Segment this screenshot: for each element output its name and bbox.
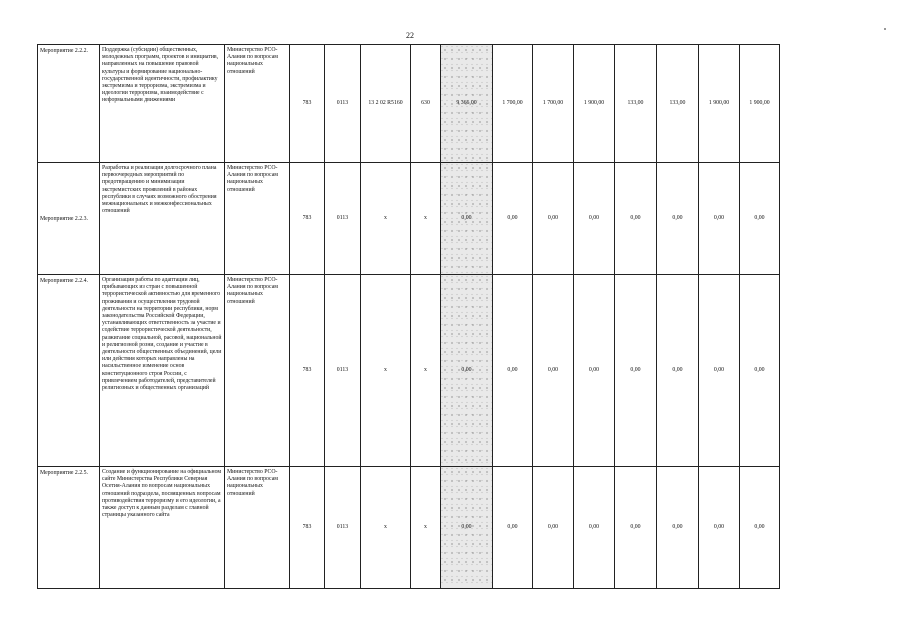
measure-description: Поддержка (субсидии) общественных, молодежных программ, проектов и инициатив, направленных на повышение правовой культуры и формирование национально-государственной идентичности, профилактику экстремизма и терроризма, экстремизма и идеологии терроризма, взаимодействие с неформальными движениями xyxy=(100,45,225,163)
year-value-cell: 0,00 xyxy=(699,275,740,467)
year-value-cell: 1 900,00 xyxy=(740,45,780,163)
measure-id: Мероприятие 2.2.2. xyxy=(38,45,100,163)
year-value-cell: 133,00 xyxy=(657,45,699,163)
year-value-cell: 0,00 xyxy=(657,467,699,589)
year-value-cell: 1 700,00 xyxy=(533,45,574,163)
responsible-organization: Министерство РСО-Алания по вопросам национальных отношений xyxy=(225,275,290,467)
grbs-cell: 783 xyxy=(290,45,325,163)
year-value-cell: 0,00 xyxy=(699,467,740,589)
grbs-cell: 783 xyxy=(290,275,325,467)
table-row xyxy=(38,275,780,467)
year-value-cell: 0,00 xyxy=(740,163,780,275)
grbs-cell: 783 xyxy=(290,163,325,275)
rzpr-cell: 0113 xyxy=(325,275,361,467)
rzpr-cell: 0113 xyxy=(325,163,361,275)
year-value-cell: 0,00 xyxy=(657,275,699,467)
year-value-cell: 0,00 xyxy=(615,163,657,275)
measure-description: Создание и функционирование на официальном сайте Министерства Республики Северная Осетия-Алания по вопросам национальных отношений подраздела, посвященных вопросам противодействия терроризму и его идеологии, а также доступ к данным разделам с главной страницы указанного сайта xyxy=(100,467,225,589)
year-value-cell: 0,00 xyxy=(740,467,780,589)
vr-cell: x xyxy=(411,467,441,589)
year-value-cell: 0,00 xyxy=(574,163,615,275)
measure-description: Разработка и реализация долгосрочного плана первоочередных мероприятий по предотвращению и минимизации экстремистских проявлений в районах республики в случаях возможного обострения межнациональных и межконфессиональных отношений xyxy=(100,163,225,275)
year-value-cell: 0,00 xyxy=(657,163,699,275)
table-row xyxy=(38,163,780,275)
year-value-cell: 0,00 xyxy=(533,275,574,467)
vr-cell: x xyxy=(411,275,441,467)
table-row xyxy=(38,467,780,589)
year-value-cell: 0,00 xyxy=(493,163,533,275)
year-value-cell: 0,00 xyxy=(615,467,657,589)
total-value-cell: 0,00 xyxy=(441,275,493,467)
year-value-cell: 0,00 xyxy=(615,275,657,467)
budget-table xyxy=(37,44,780,589)
measure-id: Мероприятие 2.2.5. xyxy=(38,467,100,589)
year-value-cell: 0,00 xyxy=(493,275,533,467)
year-value-cell: 0,00 xyxy=(574,467,615,589)
csr-cell: x xyxy=(361,163,411,275)
page-number: 22 xyxy=(406,31,414,40)
year-value-cell: 0,00 xyxy=(740,275,780,467)
csr-cell: 13 2 02 R5160 xyxy=(361,45,411,163)
vr-cell: x xyxy=(411,163,441,275)
total-value-cell: 0,00 xyxy=(441,163,493,275)
measure-id: Мероприятие 2.2.4. xyxy=(38,275,100,467)
responsible-organization: Министерство РСО-Алания по вопросам национальных отношений xyxy=(225,467,290,589)
total-value-cell: 0,00 xyxy=(441,467,493,589)
year-value-cell: 0,00 xyxy=(533,467,574,589)
rzpr-cell: 0113 xyxy=(325,45,361,163)
measure-id: Мероприятие 2.2.3. xyxy=(38,163,100,275)
year-value-cell: 0,00 xyxy=(493,467,533,589)
year-value-cell: 0,00 xyxy=(699,163,740,275)
year-value-cell: 1 700,00 xyxy=(493,45,533,163)
year-value-cell: 133,00 xyxy=(615,45,657,163)
measure-description: Организация работы по адаптации лиц, прибывающих из стран с повышенной террористической активностью для временного проживания и осуществления трудовой деятельности на территории республики, норм законодательства Российской Федерации, устанавливающих ответственность за участие и содействие террористической деятельности, разжигание социальной, расовой, национальной и религиозной розни, создание и участие в деятельности общественных объединений, цели или действия которых направлены на насильственное изменение основ конституционного строя России, с привлечением работодателей, представителей религиозных и общественных организаций xyxy=(100,275,225,467)
year-value-cell: 0,00 xyxy=(533,163,574,275)
scan-speck xyxy=(884,28,886,30)
grbs-cell: 783 xyxy=(290,467,325,589)
rzpr-cell: 0113 xyxy=(325,467,361,589)
vr-cell: 630 xyxy=(411,45,441,163)
table-row xyxy=(38,45,780,163)
year-value-cell: 1 900,00 xyxy=(699,45,740,163)
responsible-organization: Министерство РСО-Алания по вопросам национальных отношений xyxy=(225,163,290,275)
year-value-cell: 1 900,00 xyxy=(574,45,615,163)
responsible-organization: Министерство РСО-Алания по вопросам национальных отношений xyxy=(225,45,290,163)
year-value-cell: 0,00 xyxy=(574,275,615,467)
csr-cell: x xyxy=(361,275,411,467)
csr-cell: x xyxy=(361,467,411,589)
total-value-cell: 9 366,00 xyxy=(441,45,493,163)
